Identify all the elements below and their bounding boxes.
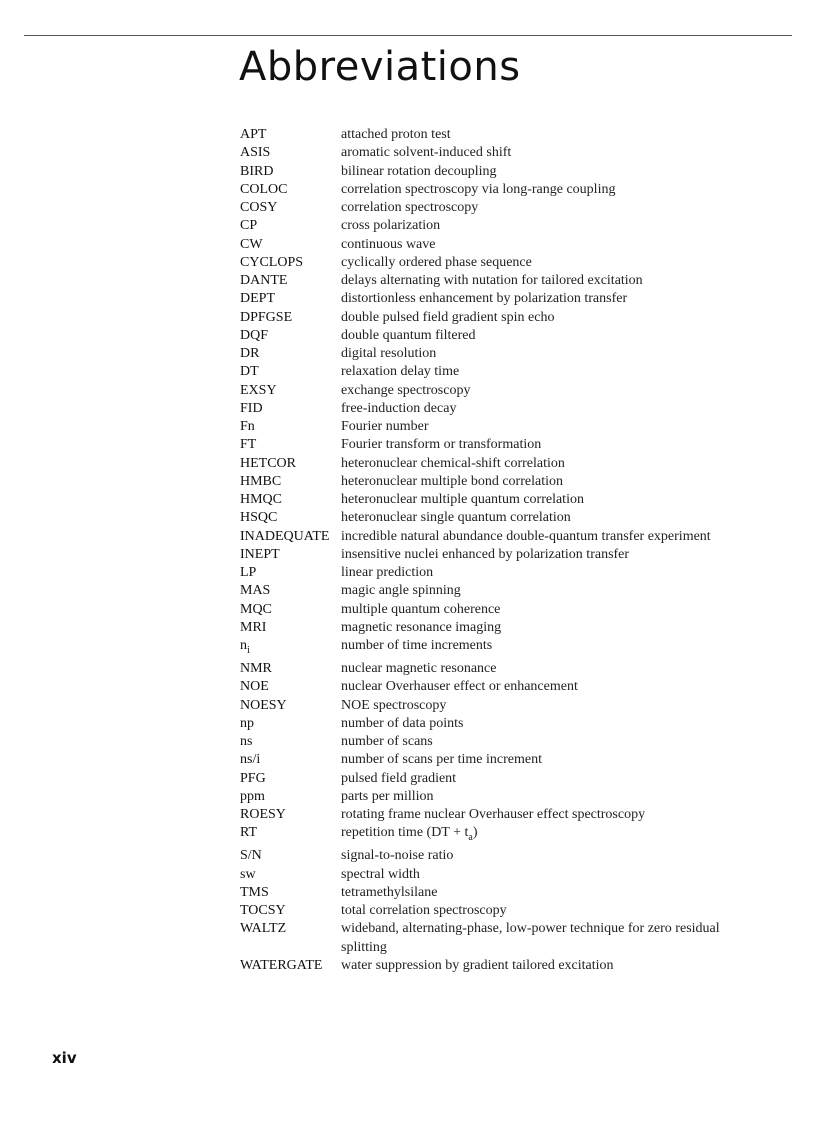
list-item — [240, 806, 750, 824]
list-item — [240, 619, 750, 637]
abbreviation-definition: pulsed field gradient — [341, 770, 457, 786]
abbreviation-term: HMQC — [240, 492, 283, 507]
abbreviation-term: WATERGATE — [240, 957, 323, 973]
abbreviation-definition: free-induction decay — [341, 400, 457, 416]
abbreviation-definition: relaxation delay time — [341, 364, 460, 380]
list-item — [240, 254, 750, 272]
abbreviation-term: ns/i — [240, 752, 261, 768]
abbreviation-definition: delays alternating with nutation for tailored excitation — [341, 273, 643, 288]
abbreviation-definition: NOE spectroscopy — [341, 697, 447, 713]
list-item — [240, 715, 750, 733]
abbreviation-definition: parts per million — [341, 788, 434, 804]
list-item — [240, 126, 750, 144]
abbreviation-definition: rotating frame nuclear Overhauser effect spectroscopy — [341, 807, 646, 823]
list-item — [240, 884, 750, 902]
abbreviation-definition: heteronuclear chemical-shift correlation — [341, 455, 565, 471]
list-item — [240, 564, 750, 582]
abbreviation-definition: number of time increments — [341, 638, 493, 653]
abbreviation-term: RT — [240, 825, 258, 841]
list-item — [240, 272, 750, 290]
list-item — [240, 400, 750, 418]
list-item — [240, 236, 750, 254]
abbreviation-definition: wideband, alternating-phase, low-power technique for zero residual splitting — [341, 921, 720, 955]
abbreviation-term: HMBC — [240, 473, 282, 489]
abbreviation-term: COSY — [240, 200, 278, 215]
abbreviation-term: TMS — [240, 884, 269, 900]
abbreviation-term: DEPT — [240, 291, 275, 307]
abbreviation-definition: nuclear magnetic resonance — [341, 661, 497, 677]
list-item — [240, 678, 750, 696]
list-item — [240, 509, 750, 527]
abbreviation-term: NMR — [240, 661, 272, 677]
list-item — [240, 601, 750, 619]
abbreviation-definition: digital resolution — [341, 346, 437, 361]
abbreviation-term: EXSY — [240, 382, 277, 398]
abbreviation-term: LP — [240, 565, 257, 580]
list-item — [240, 902, 750, 920]
abbreviation-term: Fn — [240, 419, 255, 434]
list-item — [240, 363, 750, 381]
abbreviation-list — [240, 126, 750, 975]
header-rule — [24, 35, 792, 36]
list-item — [240, 733, 750, 751]
abbreviation-definition: exchange spectroscopy — [341, 382, 471, 398]
abbreviation-definition: multiple quantum coherence — [341, 601, 501, 617]
abbreviation-definition: signal-to-noise ratio — [341, 848, 454, 864]
list-item — [240, 144, 750, 162]
abbreviation-definition: cross polarization — [341, 218, 441, 234]
list-item — [240, 217, 750, 235]
abbreviation-definition: cyclically ordered phase sequence — [341, 254, 532, 270]
abbreviation-term: S/N — [240, 848, 262, 864]
abbreviation-definition: heteronuclear single quantum correlation — [341, 510, 571, 526]
abbreviation-term: DPFGSE — [240, 309, 293, 325]
abbreviation-term: $n_i$ — [240, 638, 250, 656]
abbreviation-definition: number of scans per time increment — [341, 752, 542, 768]
list-item — [240, 455, 750, 473]
list-item — [240, 327, 750, 345]
list-item — [240, 418, 750, 436]
abbreviation-term: HETCOR — [240, 455, 296, 471]
abbreviation-definition: continuous wave — [341, 236, 436, 252]
abbreviation-term: DQF — [240, 327, 269, 343]
abbreviation-term: INADEQUATE — [240, 528, 330, 544]
abbreviation-term: ROESY — [240, 807, 286, 823]
abbreviation-definition: correlation spectroscopy — [341, 200, 479, 215]
list-item — [240, 824, 750, 847]
list-item — [240, 957, 750, 975]
abbreviation-definition: water suppression by gradient tailored excitation — [341, 957, 614, 973]
list-item — [240, 920, 750, 957]
list-item — [240, 751, 750, 769]
abbreviation-definition: Fourier number — [341, 419, 429, 434]
abbreviation-definition: double quantum filtered — [341, 327, 476, 343]
page-number: xiv — [52, 1049, 77, 1067]
list-item — [240, 582, 750, 600]
abbreviation-term: DT — [240, 364, 259, 380]
list-item — [240, 697, 750, 715]
abbreviation-term: HSQC — [240, 510, 278, 526]
abbreviation-definition: attached proton test — [341, 127, 451, 142]
abbreviation-term: NOE — [240, 679, 269, 695]
list-item — [240, 546, 750, 564]
abbreviation-term: APT — [240, 127, 267, 142]
abbreviation-definition: number of data points — [341, 715, 464, 731]
list-item — [240, 866, 750, 884]
abbreviation-term: MRI — [240, 619, 267, 635]
list-item — [240, 181, 750, 199]
abbreviation-definition: heteronuclear multiple bond correlation — [341, 473, 563, 489]
list-item — [240, 290, 750, 308]
list-item — [240, 788, 750, 806]
abbreviation-term: PFG — [240, 770, 266, 786]
abbreviation-definition: bilinear rotation decoupling — [341, 163, 497, 179]
abbreviation-definition: heteronuclear multiple quantum correlation — [341, 492, 584, 507]
list-item — [240, 382, 750, 400]
list-item — [240, 436, 750, 454]
abbreviation-term: NOESY — [240, 697, 287, 713]
abbreviation-term: sw — [240, 866, 256, 882]
abbreviation-definition: insensitive nuclei enhanced by polarization transfer — [341, 546, 630, 562]
list-item — [240, 163, 750, 181]
list-item — [240, 309, 750, 327]
abbreviation-definition: nuclear Overhauser effect or enhancement — [341, 679, 578, 695]
list-item — [240, 637, 750, 660]
abbreviation-term: TOCSY — [240, 903, 286, 919]
abbreviation-definition: tetramethylsilane — [341, 884, 438, 900]
abbreviation-definition: double pulsed field gradient spin echo — [341, 309, 555, 325]
abbreviation-definition: aromatic solvent-induced shift — [341, 145, 512, 161]
abbreviation-term: BIRD — [240, 163, 274, 179]
abbreviation-term: CW — [240, 236, 263, 252]
abbreviation-term: FID — [240, 400, 263, 416]
list-item — [240, 345, 750, 363]
list-item — [240, 473, 750, 491]
abbreviation-term: COLOC — [240, 181, 288, 197]
abbreviation-definition: linear prediction — [341, 565, 434, 580]
abbreviation-definition: total correlation spectroscopy — [341, 903, 507, 919]
abbreviation-term: WALTZ — [240, 921, 287, 937]
abbreviation-term: MAS — [240, 583, 271, 599]
abbreviation-definition: number of scans — [341, 734, 433, 750]
abbreviation-definition: distortionless enhancement by polarization transfer — [341, 291, 628, 307]
abbreviation-term: np — [240, 715, 254, 731]
abbreviation-definition: magic angle spinning — [341, 583, 461, 599]
abbreviation-definition: correlation spectroscopy via long-range coupling — [341, 181, 616, 197]
list-item — [240, 770, 750, 788]
abbreviation-term: CP — [240, 218, 258, 234]
list-item — [240, 199, 750, 217]
abbreviation-definition: repetition time $(DT + t_a)$ — [341, 825, 478, 844]
abbreviation-term: DANTE — [240, 273, 288, 288]
abbreviation-term: CYCLOPS — [240, 254, 304, 270]
abbreviation-term: DR — [240, 346, 260, 361]
abbreviation-term: FT — [240, 437, 257, 453]
abbreviation-definition: incredible natural abundance double-quantum transfer experiment — [341, 528, 711, 544]
abbreviation-term: ns — [240, 734, 253, 750]
list-item — [240, 660, 750, 678]
list-item — [240, 491, 750, 509]
abbreviation-term: ppm — [240, 788, 265, 804]
abbreviation-definition: spectral width — [341, 866, 420, 882]
abbreviation-term: INEPT — [240, 546, 280, 562]
abbreviation-term: ASIS — [240, 145, 271, 161]
abbreviation-definition: magnetic resonance imaging — [341, 619, 502, 635]
abbreviation-definition: Fourier transform or transformation — [341, 437, 542, 453]
list-item — [240, 847, 750, 865]
list-item — [240, 528, 750, 546]
page-title: Abbreviations — [239, 44, 521, 90]
abbreviation-term: MQC — [240, 601, 272, 617]
